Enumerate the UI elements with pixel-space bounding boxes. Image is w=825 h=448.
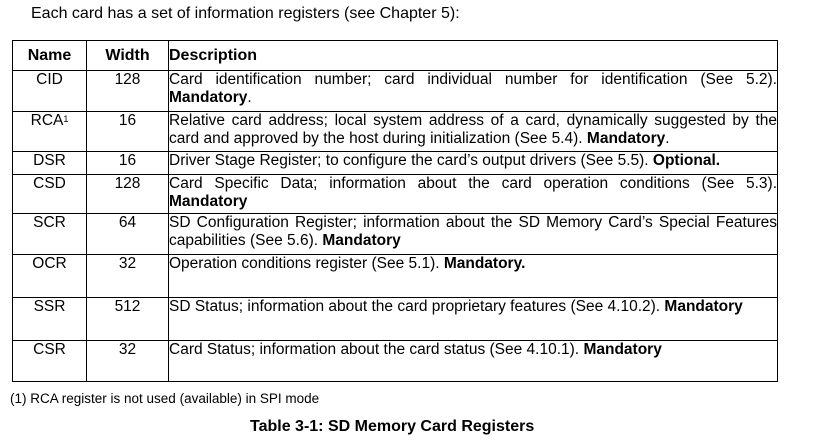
- table-header-row: [13, 41, 778, 71]
- column-header-description: Description: [169, 41, 778, 71]
- requirement-suffix: .: [665, 130, 670, 147]
- register-name-cell: [13, 175, 87, 214]
- register-name: RCA: [30, 112, 64, 129]
- register-name: CSR: [33, 341, 66, 358]
- table-row: [13, 175, 778, 214]
- register-width: 16: [87, 152, 169, 175]
- register-description-cell: [169, 175, 778, 214]
- register-description: SD Status; information about the card proprietary features (See 4.10.2).: [169, 298, 661, 315]
- table-row: [13, 152, 778, 175]
- register-description: Card Specific Data; information about the card operation conditions (See 5.3).: [169, 175, 777, 192]
- registers-table: [12, 40, 778, 382]
- register-name-cell: [13, 341, 87, 382]
- table-footnote: (1) RCA register is not used (available) in SPI mode: [10, 391, 320, 406]
- table-row: [13, 298, 778, 341]
- register-name: SCR: [33, 214, 66, 231]
- register-name: CID: [36, 71, 63, 88]
- register-description-cell: [169, 298, 778, 341]
- register-width: 64: [87, 214, 169, 255]
- register-description-cell: [169, 152, 778, 175]
- table-row: [13, 255, 778, 298]
- register-name-cell: [13, 152, 87, 175]
- register-name-cell: [13, 298, 87, 341]
- requirement-label: Mandatory: [322, 232, 401, 249]
- requirement-label: Mandatory: [583, 341, 662, 358]
- table-row: [13, 71, 778, 112]
- table-row: [13, 341, 778, 382]
- register-description-cell: [169, 255, 778, 298]
- register-name: SSR: [33, 298, 66, 315]
- register-name: CSD: [33, 175, 66, 192]
- register-description-cell: [169, 214, 778, 255]
- register-name: OCR: [32, 255, 67, 272]
- footnote-mark: 1: [63, 114, 69, 124]
- intro-text: Each card has a set of information registers (see Chapter 5):: [31, 5, 460, 22]
- requirement-label: Mandatory: [586, 130, 666, 147]
- register-description-cell: [169, 112, 778, 152]
- register-width: 32: [87, 341, 169, 382]
- register-name: DSR: [33, 152, 66, 169]
- register-width: 128: [87, 175, 169, 214]
- column-header-width: Width: [87, 41, 169, 71]
- requirement-label: Mandatory: [169, 89, 248, 106]
- table-caption: Table 3-1: SD Memory Card Registers: [250, 418, 535, 435]
- register-width: 512: [87, 298, 169, 341]
- register-name-cell: [13, 71, 87, 112]
- column-header-name: Name: [13, 41, 87, 71]
- register-name-cell: [13, 255, 87, 298]
- requirement-label: Mandatory.: [443, 255, 526, 272]
- register-name-cell: [13, 112, 87, 152]
- requirement-label: Mandatory: [664, 298, 743, 315]
- register-width: 16: [87, 112, 169, 152]
- register-description-cell: [169, 71, 778, 112]
- register-description: SD Configuration Register; information about the SD Memory Card’s Special Features capabilities (See 5.6).: [169, 214, 777, 249]
- requirement-label: Mandatory: [169, 193, 248, 210]
- table-row: [13, 112, 778, 152]
- register-width: 32: [87, 255, 169, 298]
- register-width: 128: [87, 71, 169, 112]
- requirement-label: Optional.: [652, 152, 721, 169]
- register-description: Operation conditions register (See 5.1).: [169, 255, 440, 272]
- register-name-cell: [13, 214, 87, 255]
- requirement-suffix: .: [247, 89, 252, 106]
- register-description: Card identification number; card individual number for identification (See 5.2).: [169, 71, 777, 88]
- register-description: Relative card address; local system address of a card, dynamically suggested by the card and approved by the host during initialization (See 5.4).: [169, 112, 777, 147]
- table-row: [13, 214, 778, 255]
- register-description-cell: [169, 341, 778, 382]
- register-description: Card Status; information about the card status (See 4.10.1).: [169, 341, 580, 358]
- register-description: Driver Stage Register; to configure the card’s output drivers (See 5.5).: [169, 152, 649, 169]
